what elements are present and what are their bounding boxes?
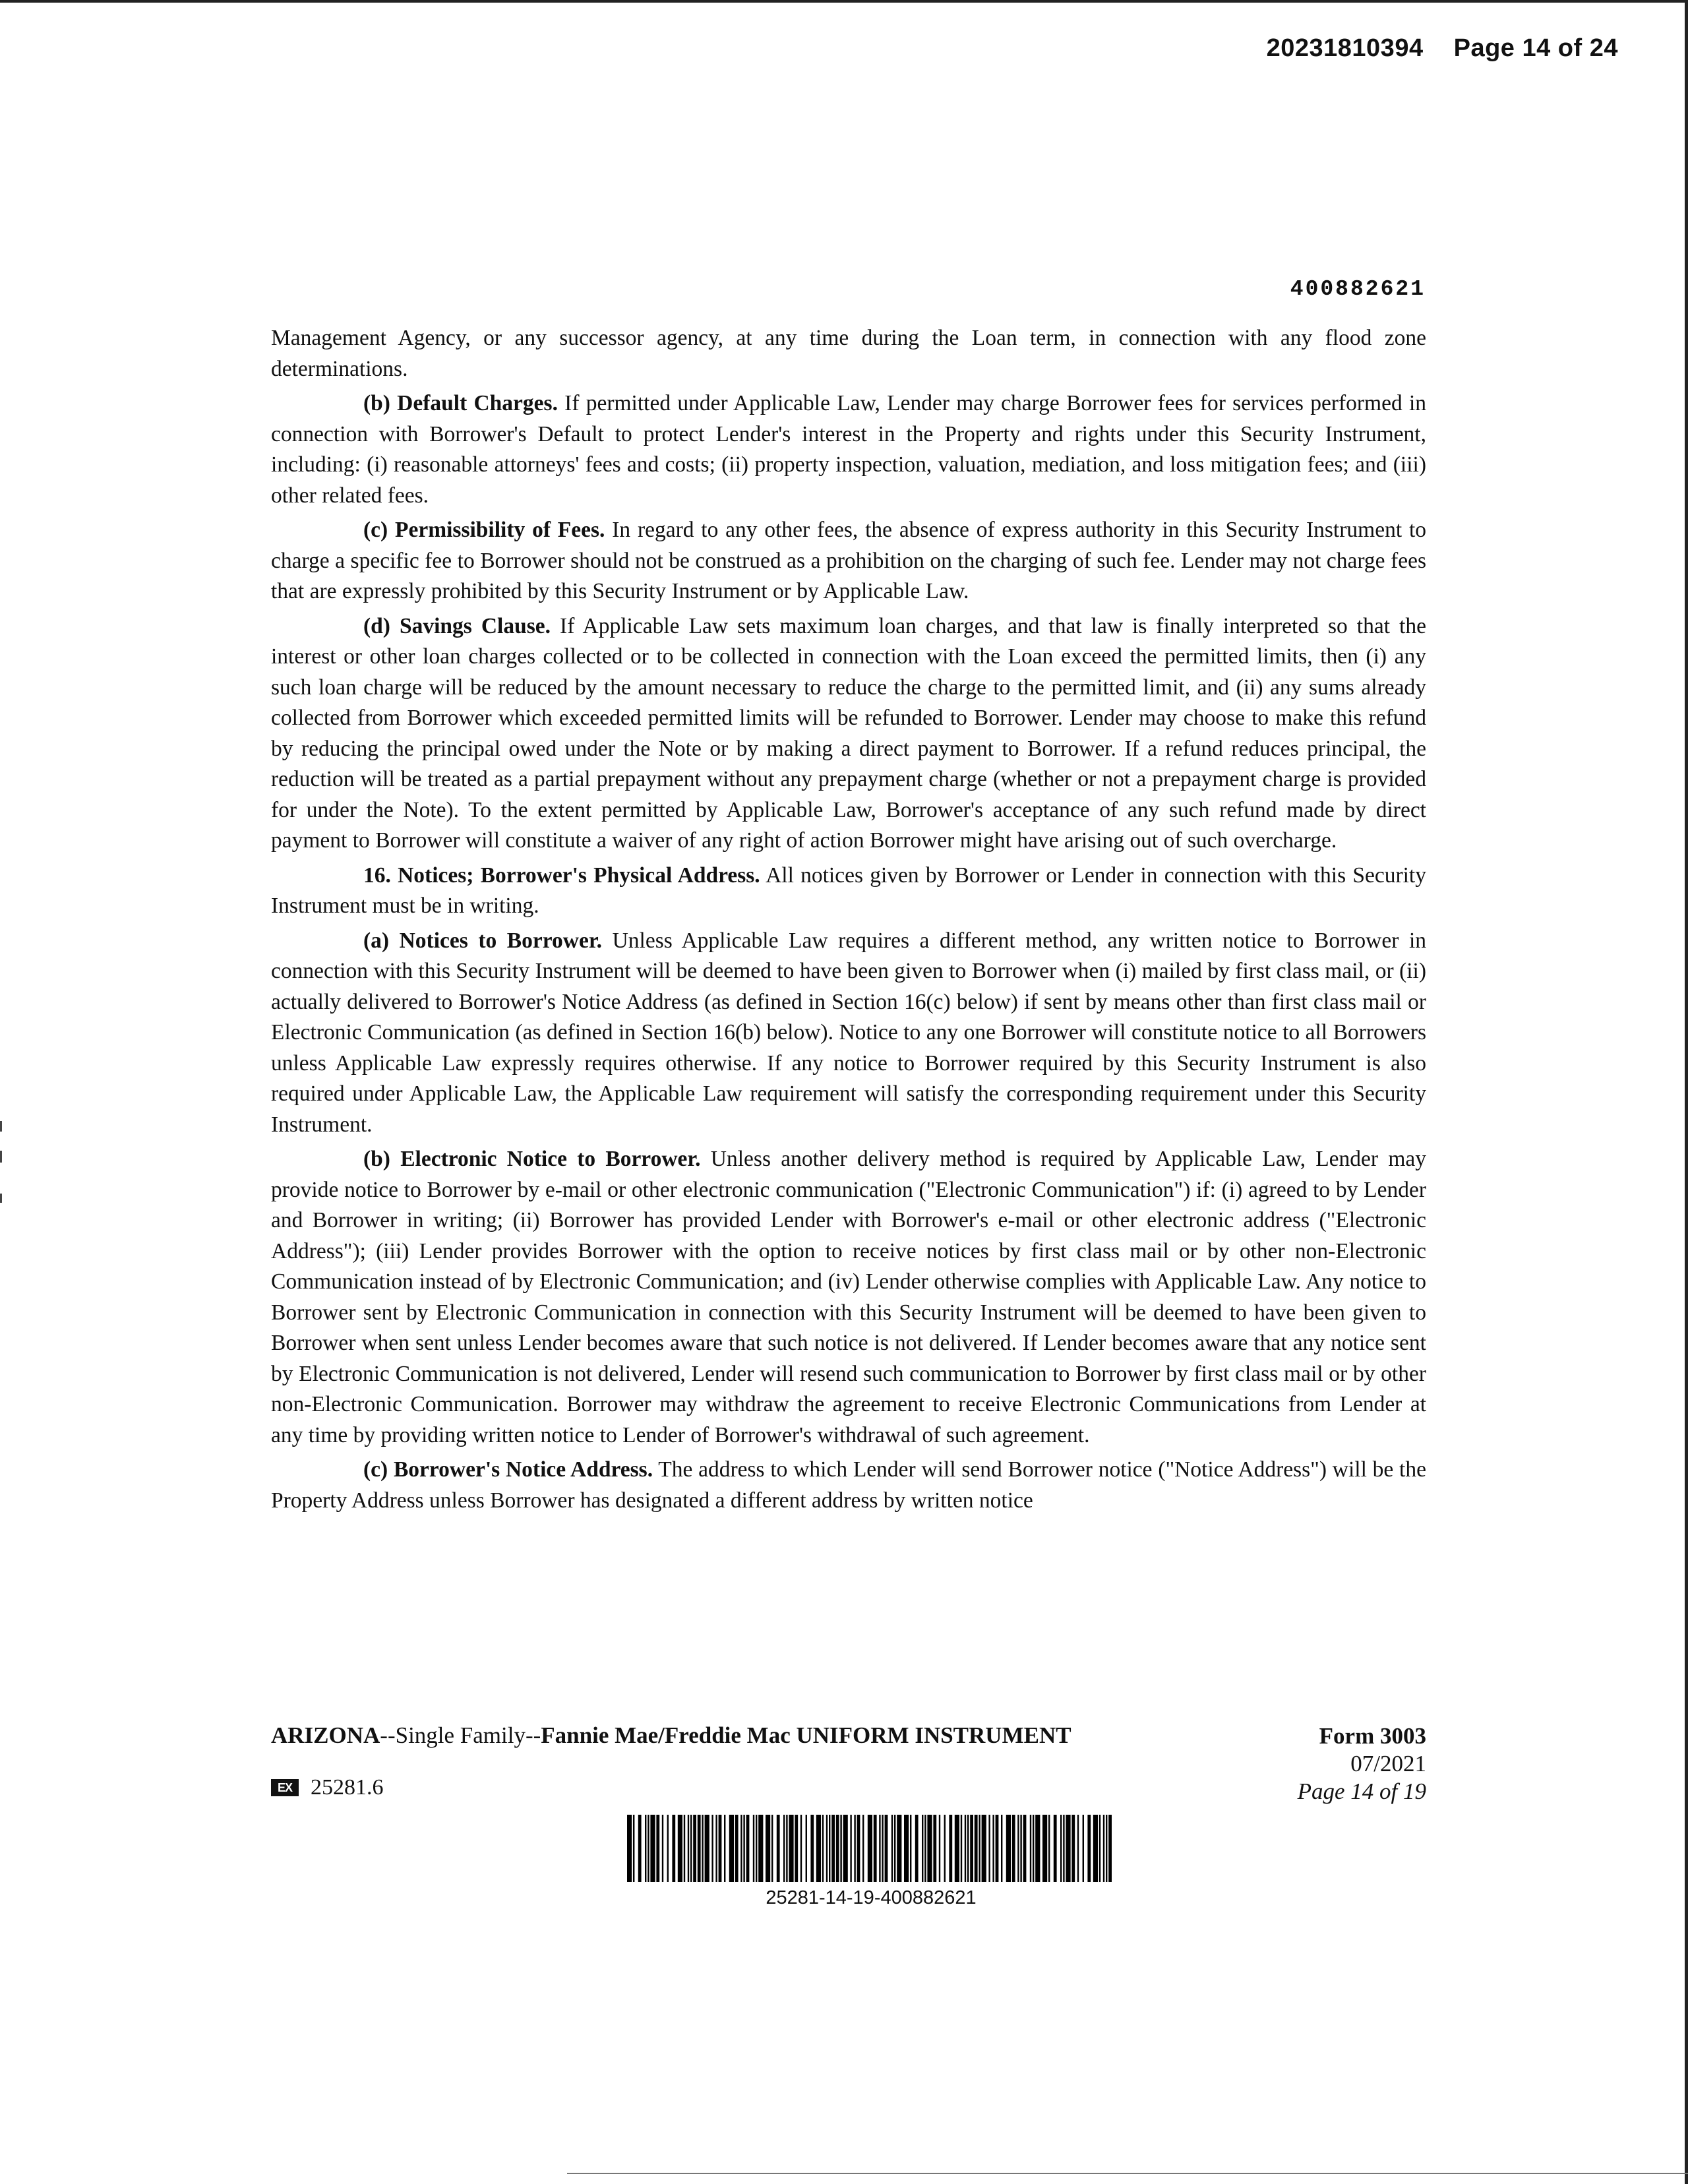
form-state: ARIZONA [271,1722,380,1748]
scan-edge-mark [0,1121,2,1132]
paragraph-notices-to-borrower [271,926,1426,1141]
vendor-code-number: 25281.6 [311,1775,384,1800]
scan-edge-mark [0,1151,2,1163]
barcode-number: 25281-14-19-400882621 [766,1887,977,1908]
recording-number: 20231810394 [1266,34,1424,62]
scan-edge-top [0,0,1688,3]
form-page-number: Page 14 of 19 [1297,1778,1426,1804]
form-info [1298,1722,1426,1805]
paragraph-default-charges [271,388,1426,511]
paragraph-text: In regard to any other fees, the absence of express authority in this Security Instrument to charge a specific fee to Borrower should not be construed as a prohibition on the charging of such fee. Lender may not charge fees that are expressly prohibited by this Security Instrument or by Applicable Law. [271,518,1427,603]
paragraph-heading: (c) Permissibility of Fees. [363,518,605,542]
form-instrument: Fannie Mae/Freddie Mac UNIFORM INSTRUMENT [541,1722,1071,1748]
form-title [271,1722,1071,1749]
recording-page-count: Page 14 of 24 [1453,34,1618,62]
vendor-code [271,1775,384,1800]
paragraph-permissibility-of-fees [271,515,1426,607]
paragraph-electronic-notice [271,1144,1426,1451]
form-family: --Single Family-- [380,1722,541,1748]
section-heading: 16. Notices; Borrower's Physical Address. [363,863,760,888]
paragraph-heading: (c) Borrower's Notice Address. [363,1457,653,1482]
form-number: Form 3003 [1319,1723,1426,1749]
paragraph-text: If permitted under Applicable Law, Lender may charge Borrower fees for services performed in connection with Borrower's Default to protect Lender's interest in the Property and rights under this Security Instrument, including: (i) reasonable attorneys' fees and costs; (ii) property inspection, valuation, mediation, and loss mitigation fees; and (iii) other related fees. [271,391,1427,508]
paragraph-notices [271,861,1426,922]
paragraph-continued [271,323,1426,384]
barcode-icon [627,1815,1115,1882]
paragraph-text: Management Agency, or any successor agency, at any time during the Loan term, in connection with any flood zone determinations. [271,326,1426,381]
paragraph-heading: (d) Savings Clause. [363,613,551,638]
paragraph-heading: (b) Default Charges. [363,391,558,415]
paragraph-text: Unless Applicable Law requires a different method, any written notice to Borrower in connection with this Security Instrument will be deemed to have been given to Borrower when (i) mailed by first class mail, or (ii) actually delivered to Borrower's Notice Address (as defined in Section 16(c) below) if sent by means other than first class mail or Electronic Communication (as defined in Section 16(b) below). Notice to any one Borrower will constitute notice to all Borrowers unless Applicable Law expressly requires otherwise. If any notice to Borrower required by this Security Instrument is also required under Applicable Law, the Applicable Law requirement will satisfy the corresponding requirement under this Security Instrument. [271,928,1427,1137]
recording-header [1267,34,1618,63]
paragraph-heading: (b) Electronic Notice to Borrower. [363,1147,701,1171]
document-body [271,323,1426,1520]
paragraph-text: If Applicable Law sets maximum loan charges, and that law is finally interpreted so that the interest or other loan charges collected or to be collected in connection with the Loan exceed the permitted limits, then (i) any such loan charge will be reduced by the amount necessary to reduce the charge to the permitted limit, and (ii) any sums already collected from Borrower which exceeded permitted limits will be refunded to Borrower. Lender may choose to make this refund by reducing the principal owed under the Note or by making a direct payment to Borrower. If a refund reduces principal, the reduction will be treated as a partial prepayment without any prepayment charge (whether or not a prepayment charge is provided for under the Note). To the extent permitted by Applicable Law, Borrower's acceptance of any such refund made by direct payment to Borrower will constitute a waiver of any right of action Borrower might have arising out of such overcharge. [271,613,1426,853]
paragraph-text: The address to which Lender will send Borrower notice ("Notice Address") will be the Property Address unless Borrower has designated a different address by written notice [271,1457,1426,1513]
paragraph-text: Unless another delivery method is required by Applicable Law, Lender may provide notice to Borrower by e-mail or other electronic communication ("Electronic Communication") if: (i) agreed to by Lender and Borrower in writing; (ii) Borrower has provided Lender with Borrower's e-mail or other electronic address ("Electronic Address"); (iii) Lender provides Borrower with the option to receive notices by first class mail or by other non-Electronic Communication instead of by Electronic Communication; and (iv) Lender otherwise complies with Applicable Law. Any notice to Borrower sent by Electronic Communication in connection with this Security Instrument will be deemed to have been given to Borrower when sent unless Lender becomes aware that such notice is not delivered. If Lender becomes aware that any notice sent by Electronic Communication is not delivered, Lender will resend such communication to Borrower by first class mail or by other non-Electronic Communication. Borrower may withdraw the agreement to receive Electronic Communications from Lender at any time by providing written notice to Lender of Borrower's withdrawal of such agreement. [271,1147,1426,1447]
paragraph-savings-clause [271,611,1426,857]
paragraph-notice-address [271,1455,1426,1516]
vendor-logo-icon: EX [271,1779,299,1796]
paragraph-heading: (a) Notices to Borrower. [363,928,603,953]
scan-edge-bottom [567,2173,1688,2174]
loan-number: 400882621 [1290,277,1426,301]
form-date: 07/2021 [1350,1751,1426,1776]
scan-edge-right [1685,0,1688,2184]
paragraph-text: All notices given by Borrower or Lender in connection with this Security Instrument must be in writing. [271,863,1426,918]
scan-edge-mark [0,1194,2,1203]
